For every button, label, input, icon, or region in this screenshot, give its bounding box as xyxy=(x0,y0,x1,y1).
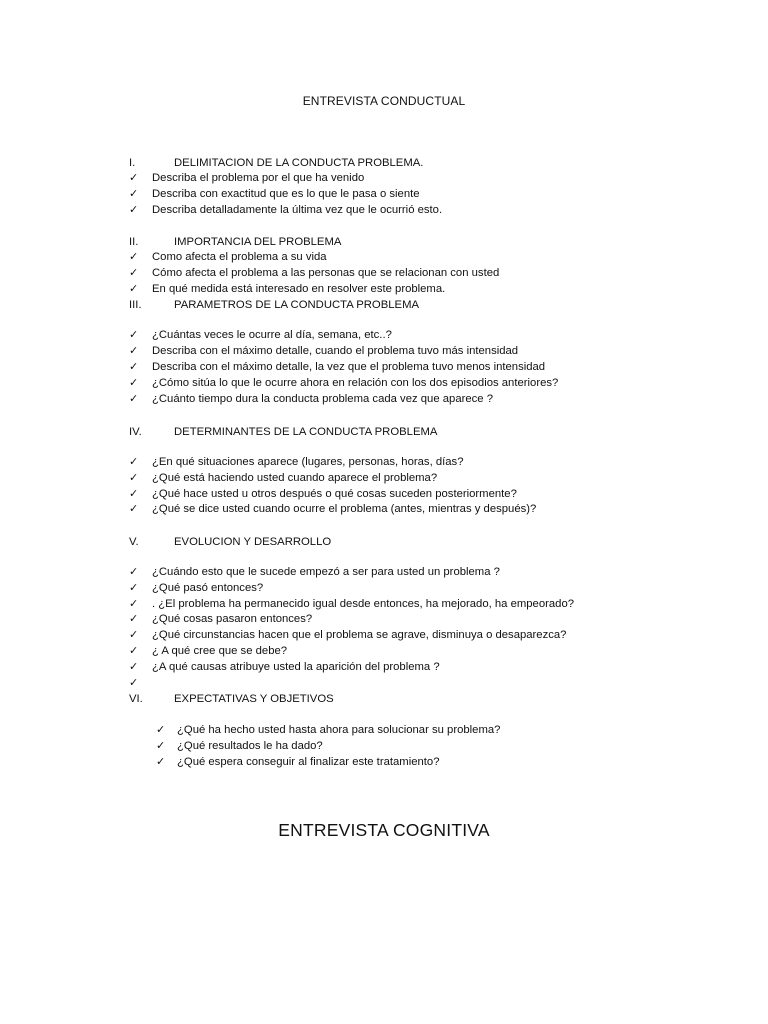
section-2 xyxy=(0,234,768,407)
list-item: ✓ ¿Cómo sitúa lo que le ocurre ahora en relación con los dos episodios anteriores? xyxy=(0,376,768,392)
check-icon: ✓ xyxy=(129,172,139,184)
check-icon: ✓ xyxy=(156,724,166,736)
list-item: ✓ ¿Qué está haciendo usted cuando aparece el problema? xyxy=(0,471,768,487)
list-item: ✓ Describa el problema por el que ha venido xyxy=(0,171,768,187)
list-item: ✓ Cómo afecta el problema a las personas que se relacionan con usted xyxy=(0,266,768,282)
section-1 xyxy=(0,155,768,218)
list-item: ✓ Describa detalladamente la última vez que le ocurrió esto. xyxy=(0,203,768,219)
check-icon: ✓ xyxy=(129,613,139,626)
section-heading xyxy=(0,297,768,313)
check-icon: ✓ xyxy=(129,266,139,279)
list-item: ✓ Describa con el máximo detalle, cuando el problema tuvo más intensidad xyxy=(0,344,768,360)
section-number: I. xyxy=(129,157,136,169)
section-heading xyxy=(0,691,768,707)
check-icon: ✓ xyxy=(129,203,139,216)
section-label: EVOLUCION Y DESARROLLO xyxy=(174,536,332,548)
check-icon: ✓ xyxy=(129,251,139,263)
section-number: V. xyxy=(129,536,139,548)
section-6-items xyxy=(0,723,768,770)
list-item: ✓ ¿Qué circunstancias hacen que el problema se agrave, disminuya o desaparezca? xyxy=(0,628,768,644)
check-icon: ✓ xyxy=(129,581,139,594)
check-icon: ✓ xyxy=(129,392,139,405)
check-icon: ✓ xyxy=(129,644,139,657)
check-icon: ✓ xyxy=(129,187,139,200)
list-item: ✓ ¿Qué se dice usted cuando ocurre el problema (antes, mientras y después)? xyxy=(0,502,768,518)
check-icon: ✓ xyxy=(129,456,139,468)
check-icon: ✓ xyxy=(129,282,139,295)
check-icon: ✓ xyxy=(129,597,139,610)
list-item: ✓ ¿ A qué cree que se debe? xyxy=(0,644,768,660)
section-heading xyxy=(0,234,768,250)
list-item: ✓ ¿Qué resultados le ha dado? xyxy=(0,739,768,755)
section-title-cognitiva: ENTREVISTA COGNITIVA xyxy=(278,820,490,840)
section-number: II. xyxy=(129,236,139,248)
section-number: IV. xyxy=(129,426,142,438)
section-label: IMPORTANCIA DEL PROBLEMA xyxy=(174,236,342,248)
list-item: ✓ . ¿El problema ha permanecido igual desde entonces, ha mejorado, ha empeorado? xyxy=(0,597,768,613)
check-icon: ✓ xyxy=(129,629,139,642)
check-icon: ✓ xyxy=(129,329,139,342)
check-icon: ✓ xyxy=(156,739,166,752)
section-label: PARAMETROS DE LA CONDUCTA PROBLEMA xyxy=(174,299,420,312)
section-label: DETERMINANTES DE LA CONDUCTA PROBLEMA xyxy=(174,426,438,438)
list-item: ✓ ¿Cuánto tiempo dura la conducta problema cada vez que aparece ? xyxy=(0,392,768,408)
list-item: ✓ Describa con el máximo detalle, la vez que el problema tuvo menos intensidad xyxy=(0,360,768,376)
section-number: VI. xyxy=(129,693,143,706)
list-item: ✓ ¿Cuándo esto que le sucede empezó a ser para usted un problema ? xyxy=(0,565,768,581)
check-icon: ✓ xyxy=(129,487,139,500)
check-icon: ✓ xyxy=(129,566,139,578)
section-label: EXPECTATIVAS Y OBJETIVOS xyxy=(174,693,334,706)
list-item xyxy=(0,676,768,692)
list-item: ✓ Como afecta el problema a su vida xyxy=(0,250,768,266)
list-item: ✓ ¿Qué espera conseguir al finalizar este tratamiento? xyxy=(0,755,768,771)
section-heading xyxy=(0,534,768,550)
list-item: ✓ ¿A qué causas atribuye usted la aparición del problema ? xyxy=(0,660,768,676)
section-number: III. xyxy=(129,299,142,312)
section-5 xyxy=(0,534,768,707)
check-icon: ✓ xyxy=(129,503,139,516)
list-item: ✓ Describa con exactitud que es lo que le pasa o siente xyxy=(0,187,768,203)
check-icon: ✓ xyxy=(129,376,139,389)
list-item: ✓ ¿Qué cosas pasaron entonces? xyxy=(0,612,768,628)
list-item: ✓ ¿Cuántas veces le ocurre al día, semana, etc..? xyxy=(0,328,768,344)
check-icon: ✓ xyxy=(156,755,166,768)
section-label: DELIMITACION DE LA CONDUCTA PROBLEMA. xyxy=(174,157,424,169)
section-heading xyxy=(0,155,768,171)
check-icon: ✓ xyxy=(129,676,139,689)
list-item: ✓ ¿En qué situaciones aparece (lugares, personas, horas, días? xyxy=(0,455,768,471)
list-item: ✓ ¿Qué ha hecho usted hasta ahora para solucionar su problema? xyxy=(0,723,768,739)
section-heading xyxy=(0,424,768,440)
document-title: ENTREVISTA CONDUCTUAL xyxy=(302,94,466,108)
check-icon: ✓ xyxy=(129,345,139,358)
section-4 xyxy=(0,424,768,518)
list-item: ✓ En qué medida está interesado en resolver este problema. xyxy=(0,282,768,298)
check-icon: ✓ xyxy=(129,660,139,673)
check-icon: ✓ xyxy=(129,471,139,484)
list-item: ✓ ¿Qué hace usted u otros después o qué cosas suceden posteriormente? xyxy=(0,487,768,503)
list-item: ✓ ¿Qué pasó entonces? xyxy=(0,581,768,597)
check-icon: ✓ xyxy=(129,360,139,373)
